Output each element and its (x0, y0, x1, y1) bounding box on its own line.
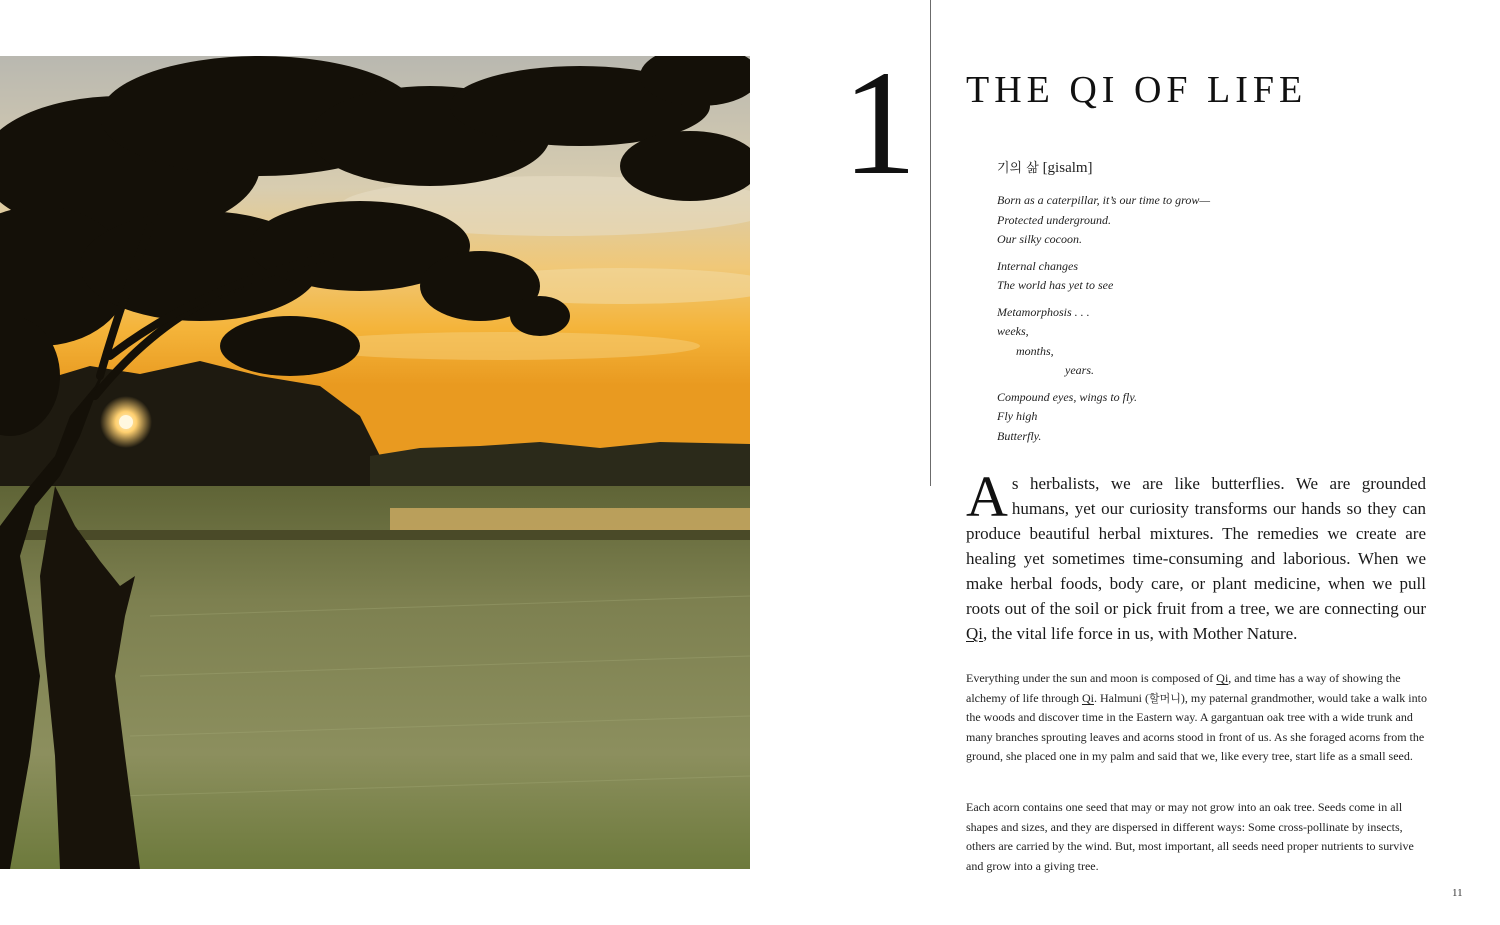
vertical-divider (930, 0, 931, 486)
poem-stanza-2 (997, 257, 1210, 296)
poem-stanza-1 (997, 191, 1210, 250)
poem-line: Internal changes (997, 258, 1078, 273)
drop-cap: A (966, 464, 1008, 529)
page-number: 11 (1452, 887, 1463, 899)
body-text: . Halmuni ( (1093, 690, 1149, 705)
poem-line: Metamorphosis . . . (997, 304, 1090, 319)
chapter-subtitle (997, 157, 1093, 180)
poem-line: Compound eyes, wings to fly. (997, 389, 1137, 404)
subtitle-korean: 기의 삶 (997, 161, 1039, 176)
body-paragraph-1 (966, 669, 1428, 767)
body-text: Everything under the sun and moon is composed of (966, 671, 1217, 685)
poem-line: months, (1016, 343, 1054, 358)
poem (997, 191, 1210, 453)
chapter-number: 1 (842, 40, 917, 206)
poem-line: Our silky cocoon. (997, 232, 1082, 246)
poem-line: Butterfly. (997, 428, 1042, 443)
qi-term: Qi (1216, 671, 1229, 685)
poem-line: Born as a caterpillar, it’s our time to grow— (997, 193, 1211, 207)
poem-line: years. (1065, 363, 1094, 377)
poem-stanza-4 (997, 388, 1210, 447)
sunset-field-photo (0, 56, 750, 869)
poem-line: Protected underground. (997, 212, 1111, 227)
poem-line: Fly high (997, 409, 1038, 423)
lead-text: s herbalists, we are like butterflies. We are grounded humans, yet our curiosity transforms our hands so they can produce beautiful herbal mixtures. The remedies we create are healing yet sometimes time-consuming and laborious. When we make herbal foods, body care, or plant medicine, when we pull roots out of the soil or pick fruit from a tree, we are connecting our (966, 474, 1426, 618)
qi-term: Qi (1081, 690, 1094, 705)
poem-line: weeks, (997, 324, 1029, 338)
lead-paragraph (966, 464, 1426, 646)
body-text: , and time has a way of showing the alchemy of life through (966, 671, 1401, 705)
lead-text-end: , the vital life force in us, with Mother Nature. (983, 624, 1298, 643)
qi-term: Qi (966, 624, 983, 643)
korean-word: 할머니 (1148, 691, 1181, 705)
body-text: ), my paternal grandmother, would take a walk into the woods and discover time in the Eastern way. A gargantuan oak tree with a wide trunk and many branches sprouting leaves and acorns stood in front of us. As she foraged acorns from the ground, she placed one in my palm and said that we, like every tree, start life as a small seed. (966, 690, 1427, 763)
poem-stanza-3 (997, 303, 1210, 381)
chapter-title: THE QI OF LIFE (966, 69, 1308, 111)
subtitle-romanization: [gisalm] (1042, 160, 1093, 176)
body-paragraph-2: Each acorn contains one seed that may or may not grow into an oak tree. Seeds come in all shapes and sizes, and they are dispersed in different ways: Some cross-pollinate by insects, others are carried by the wind. But, most important, all seeds need proper nutrients to survive and grow into a giving tree. (966, 800, 1414, 873)
poem-line: The world has yet to see (997, 278, 1114, 292)
tree-silhouette-illustration (0, 56, 750, 869)
